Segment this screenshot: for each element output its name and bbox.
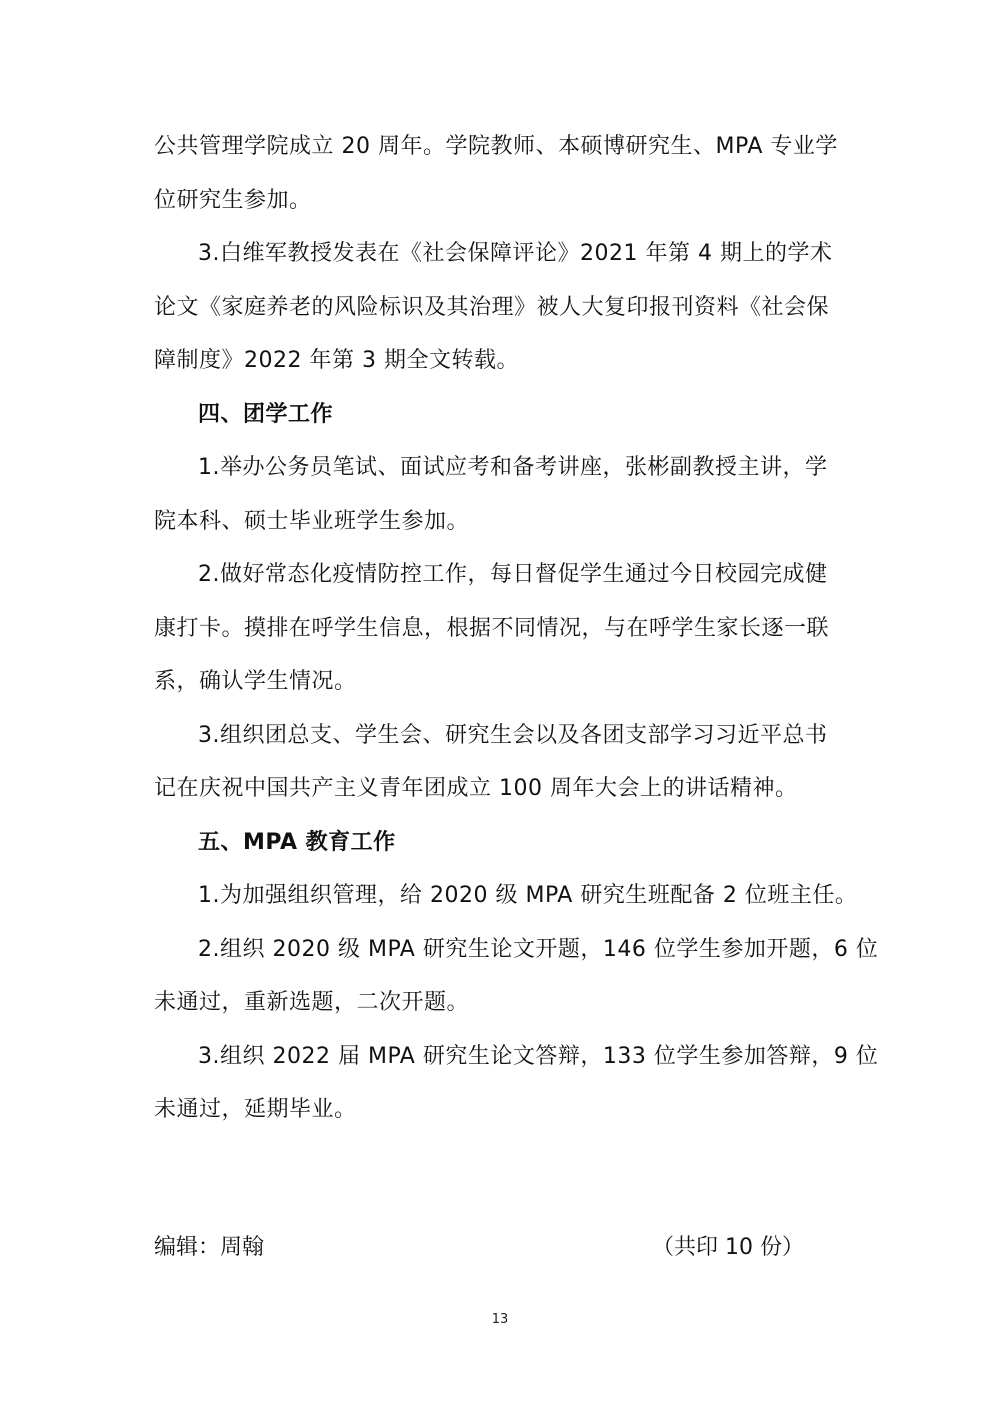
body-text [154, 120, 879, 1137]
text-line: 3.白维军教授发表在《社会保障评论》2021 年第 4 期上的学术 [198, 241, 833, 266]
text-line: 论文《家庭养老的风险标识及其治理》被人大复印报刊资料《社会保 [154, 294, 830, 320]
text-line: 未通过，延期毕业。 [154, 1097, 357, 1122]
text-line: 未通过，重新选题，二次开题。 [154, 990, 470, 1015]
page-number: 13 [491, 1312, 509, 1327]
section-heading-tuanxue: 四、团学工作 [198, 401, 334, 427]
editor-credit: 编辑：周翰 [154, 1235, 265, 1260]
text-line: 1.举办公务员笔试、面试应考和备考讲座，张彬副教授主讲，学 [198, 455, 828, 480]
text-line: 3.组织团总支、学生会、研究生会以及各团支部学习习近平总书 [198, 722, 828, 748]
text-line: 位研究生参加。 [154, 187, 312, 213]
footer-row [154, 1228, 804, 1268]
text-line: 院本科、硕士毕业班学生参加。 [154, 508, 470, 534]
text-line: 障制度》2022 年第 3 期全文转载。 [154, 348, 519, 373]
text-line: 公共管理学院成立 20 周年。学院教师、本硕博研究生、MPA 专业学 [154, 134, 838, 159]
text-line: 2.组织 2020 级 MPA 研究生论文开题，146 位学生参加开题，6 位 [198, 936, 879, 962]
text-line: 系，确认学生情况。 [154, 669, 357, 694]
section-heading-mpa: 五、MPA 教育工作 [198, 829, 396, 855]
text-line: 康打卡。摸排在呼学生信息，根据不同情况，与在呼学生家长逐一联 [154, 615, 830, 641]
text-line: 1.为加强组织管理，给 2020 级 MPA 研究生班配备 2 位班主任。 [198, 883, 858, 908]
text-line: 2.做好常态化疫情防控工作，每日督促学生通过今日校园完成健 [198, 562, 828, 587]
print-copies: （共印 10 份） [652, 1235, 804, 1260]
text-line: 记在庆祝中国共产主义青年团成立 100 周年大会上的讲话精神。 [154, 776, 798, 801]
text-line: 3.组织 2022 届 MPA 研究生论文答辩，133 位学生参加答辩，9 位 [198, 1043, 879, 1069]
